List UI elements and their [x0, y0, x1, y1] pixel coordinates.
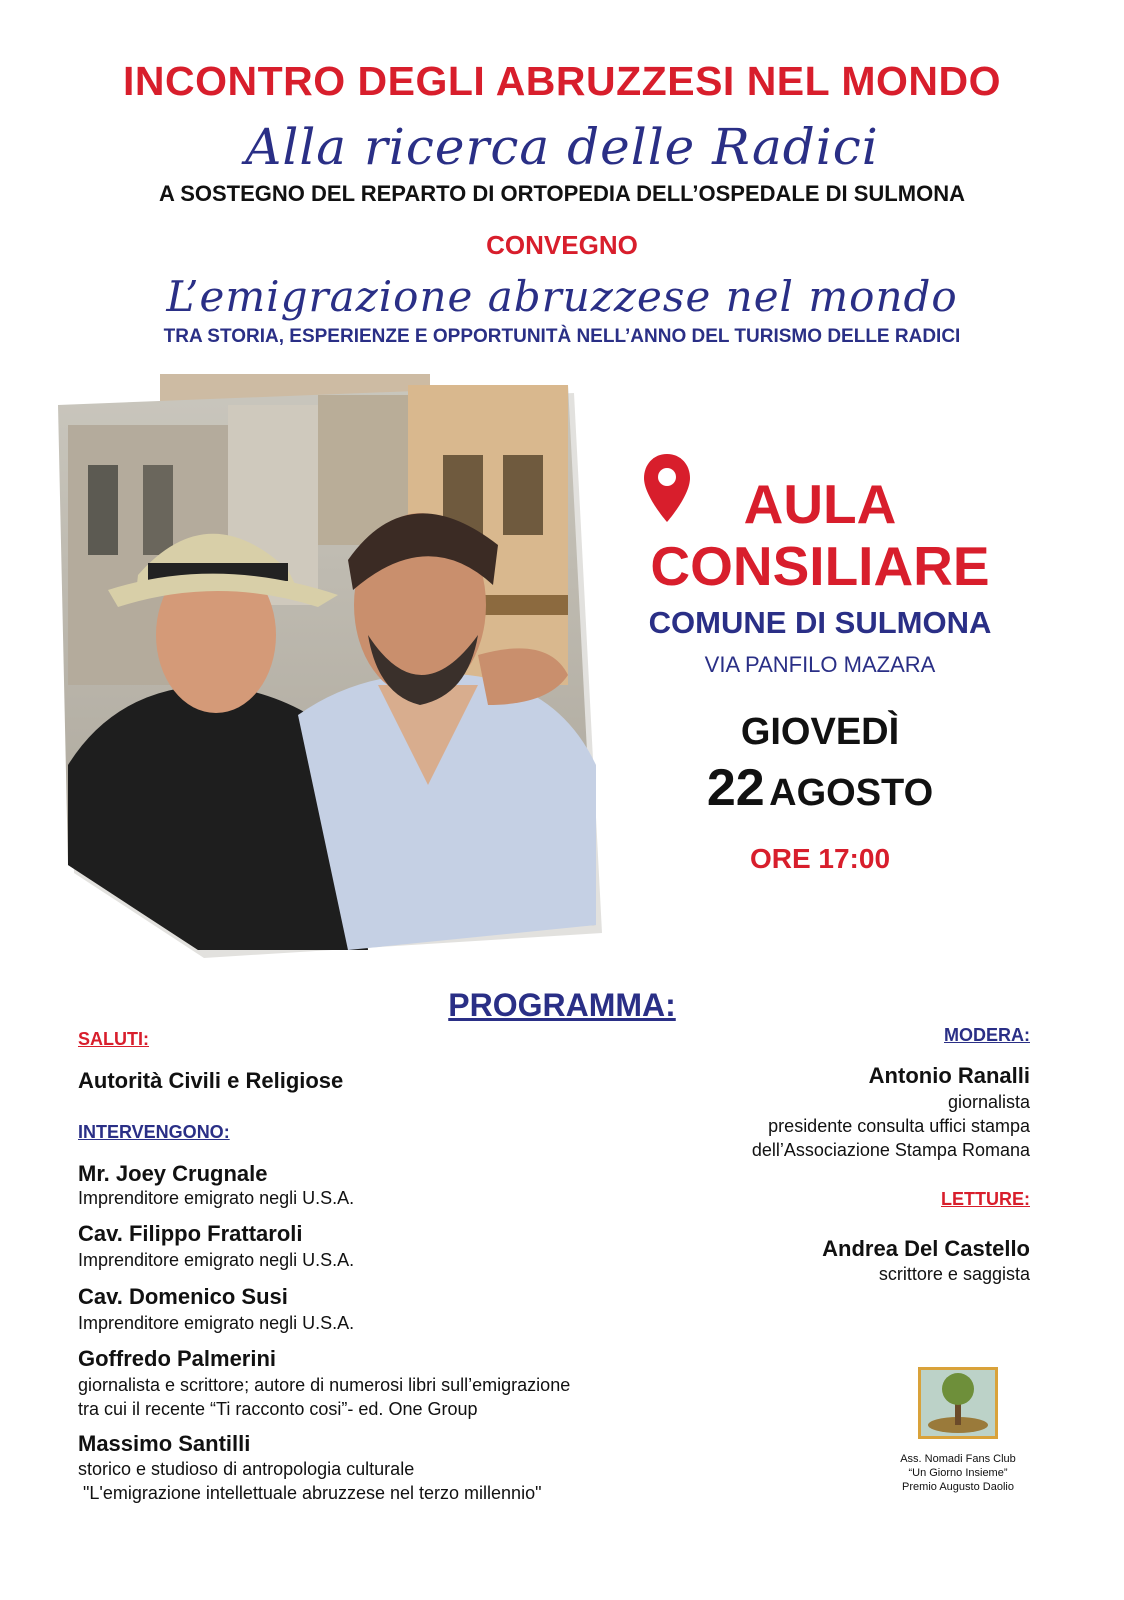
saluti-label: SALUTI: — [78, 1029, 149, 1049]
event-subtitle: Alla ricerca delle Radici — [245, 118, 879, 176]
venue-line-2: CONSILIARE — [650, 535, 990, 597]
moderator-role-line: presidente consulta uffici stampa — [768, 1116, 1030, 1136]
moderator-role-line: dell’Associazione Stampa Romana — [751, 1140, 1030, 1160]
club-name: Ass. Nomadi Fans Club — [900, 1453, 1016, 1465]
speaker-role — [78, 1373, 698, 1421]
club-motto: “Un Giorno Insieme” — [908, 1467, 1008, 1479]
club-caption — [856, 1452, 1060, 1494]
intervengono-label: INTERVENGONO: — [78, 1122, 230, 1142]
speaker-name: Cav. Domenico Susi — [78, 1284, 288, 1309]
reader-name: Andrea Del Castello — [822, 1236, 1030, 1261]
speaker-role-line: tra cui il recente “Ti racconto cosi”- ed. One Group — [78, 1399, 478, 1419]
event-day: GIOVEDÌ — [740, 711, 900, 753]
convegno-label: CONVEGNO — [486, 230, 638, 260]
speaker-role: Imprenditore emigrato negli U.S.A. — [78, 1250, 355, 1270]
event-date — [600, 758, 1040, 818]
club-award: Premio Augusto Daolio — [902, 1481, 1014, 1493]
speaker-role-line: storico e studioso di antropologia culturale — [78, 1459, 415, 1479]
map-pin-icon — [642, 452, 692, 524]
moderator-name: Antonio Ranalli — [868, 1063, 1030, 1088]
speaker-name: Cav. Filippo Frattaroli — [78, 1221, 303, 1246]
modera-label: MODERA: — [944, 1025, 1030, 1045]
speaker-name: Mr. Joey Crugnale — [78, 1161, 268, 1186]
event-title: INCONTRO DEGLI ABRUZZESI NEL MONDO — [123, 58, 1001, 104]
speaker-role — [78, 1457, 698, 1505]
convegno-title: L’emigrazione abruzzese nel mondo — [166, 272, 958, 321]
letture-label: LETTURE: — [941, 1189, 1030, 1209]
venue-comune: COMUNE DI SULMONA — [648, 605, 992, 640]
speaker-name: Massimo Santilli — [78, 1431, 251, 1456]
speaker-role: Imprenditore emigrato negli U.S.A. — [78, 1188, 355, 1208]
saluti-text: Autorità Civili e Religiose — [78, 1068, 344, 1093]
support-line: A SOSTEGNO DEL REPARTO DI ORTOPEDIA DELL’OSPEDALE DI SULMONA — [159, 181, 965, 206]
event-photo — [48, 385, 608, 965]
speaker-role: Imprenditore emigrato negli U.S.A. — [78, 1313, 355, 1333]
club-logo — [918, 1367, 998, 1439]
moderator-role — [752, 1090, 1030, 1162]
speaker-name: Goffredo Palmerini — [78, 1346, 277, 1371]
venue-address: VIA PANFILO MAZARA — [704, 652, 936, 677]
venue-line-1: AULA — [743, 473, 897, 535]
moderator-role-line: giornalista — [947, 1092, 1030, 1112]
reader-role: scrittore e saggista — [878, 1264, 1030, 1284]
event-date-number: 22 — [706, 759, 765, 817]
speaker-role-line: giornalista e scrittore; autore di numerosi libri sull’emigrazione — [78, 1375, 571, 1395]
event-date-month: AGOSTO — [769, 772, 934, 814]
convegno-subtitle: TRA STORIA, ESPERIENZE E OPPORTUNITÀ NELL’ANNO DEL TURISMO DELLE RADICI — [163, 326, 961, 347]
programma-title: PROGRAMMA: — [448, 987, 676, 1023]
event-time: ORE 17:00 — [749, 843, 891, 874]
speaker-role-line: "L'emigrazione intellettuale abruzzese nel terzo millennio" — [78, 1483, 542, 1503]
